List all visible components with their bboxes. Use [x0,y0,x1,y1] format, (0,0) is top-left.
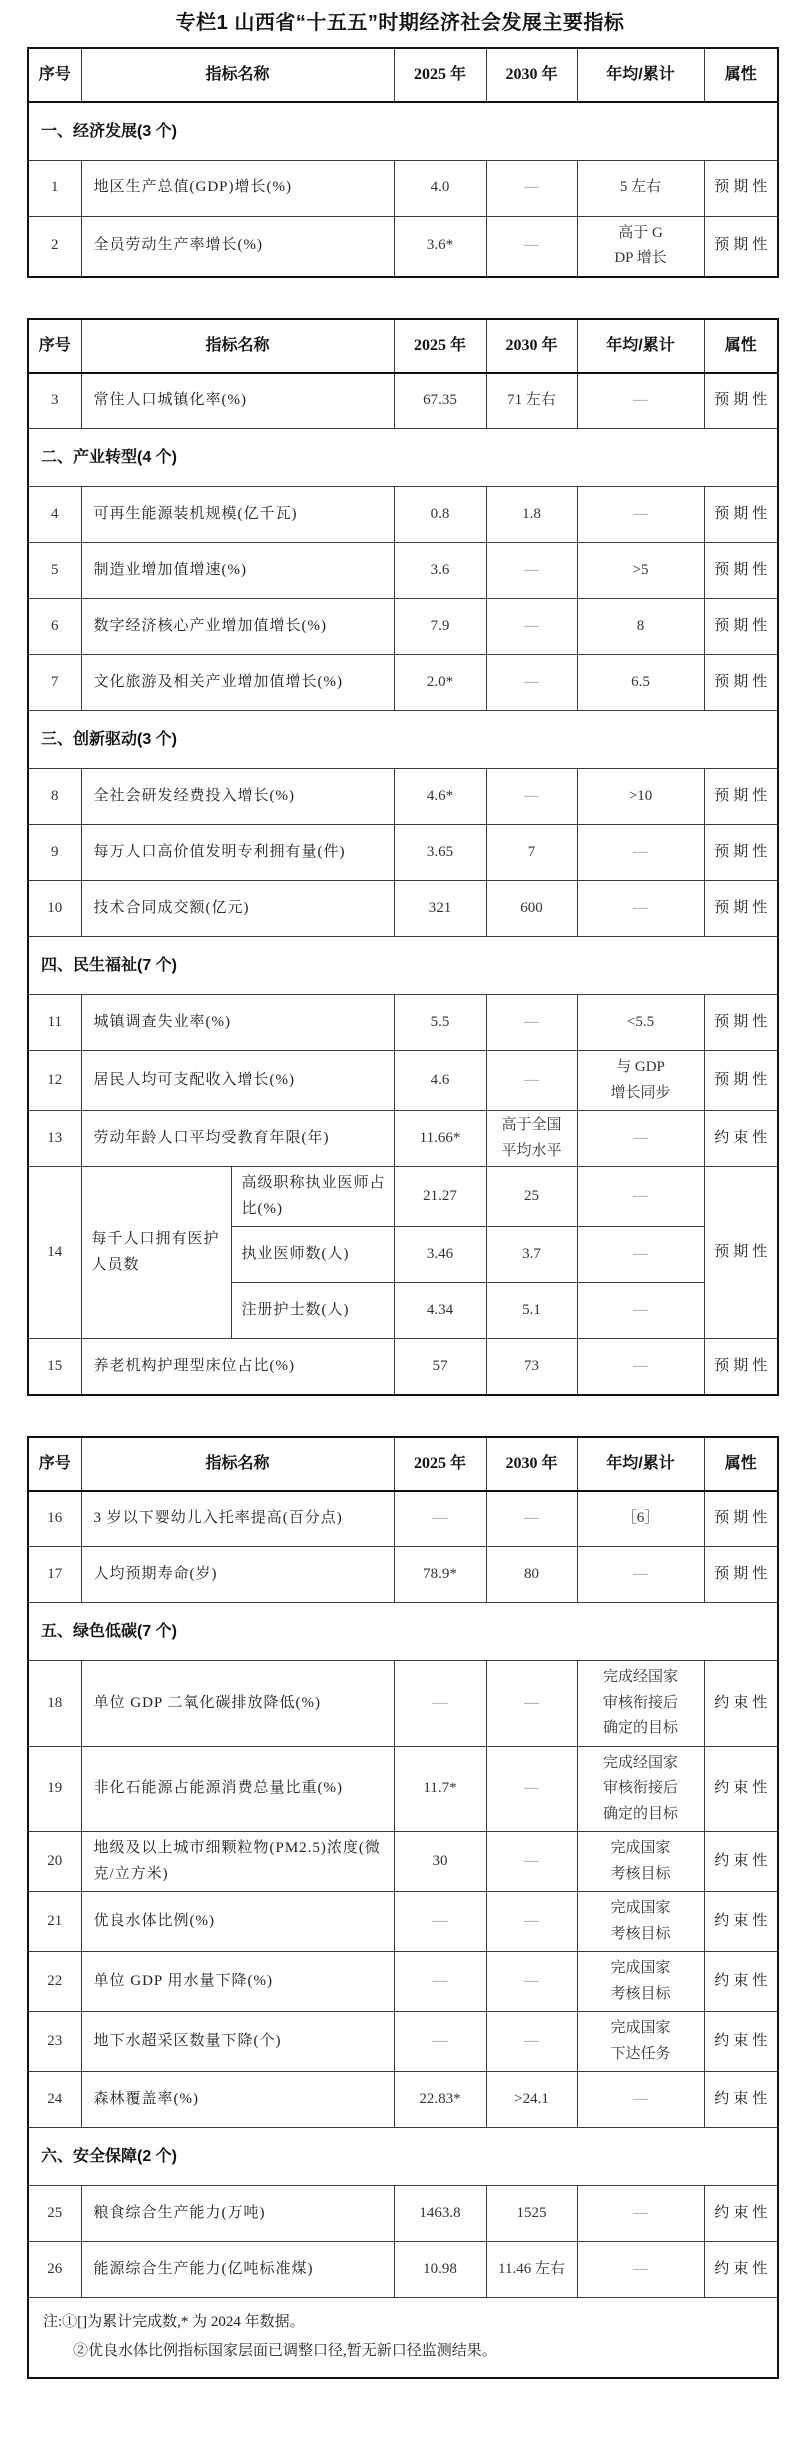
table-row [28,1952,778,2012]
cell-avg: — [577,2242,704,2298]
cell-2025: 4.34 [394,1283,486,1339]
cell-seq: 6 [28,599,81,655]
cell-2030: 600 [486,881,577,937]
cell-avg: 高于 GDP 增长 [577,216,704,277]
cell-seq: 3 [28,373,81,429]
cell-2025: 5.5 [394,995,486,1051]
cell-2025: 57 [394,1339,486,1395]
table-row [28,373,778,429]
cell-indicator-name: 单位 GDP 二氧化碳排放降低(%) [81,1661,394,1747]
cell-indicator-name: 地级及以上城市细颗粒物(PM2.5)浓度(微克/立方米) [81,1832,394,1892]
cell-avg: >10 [577,769,704,825]
cell-indicator-name: 每万人口高价值发明专利拥有量(件) [81,825,394,881]
cell-avg: 完成国家考核目标 [577,1832,704,1892]
cell-2030: — [486,769,577,825]
cell-avg: 完成国家考核目标 [577,1892,704,1952]
cell-seq: 15 [28,1339,81,1395]
cell-2030: 7 [486,825,577,881]
col-header-attr: 属性 [704,1437,778,1491]
section-row [28,711,778,769]
cell-2025: — [394,1661,486,1747]
cell-2030: 80 [486,1547,577,1603]
indicator-table-3 [27,1436,779,2379]
col-header-2025: 2025 年 [394,1437,486,1491]
cell-2025: 1463.8 [394,2186,486,2242]
cell-2030: — [486,1051,577,1111]
cell-2030: — [486,1952,577,2012]
section-label: 一、经济发展(3 个) [28,102,778,160]
cell-2025: — [394,1952,486,2012]
cell-2025: 11.7* [394,1746,486,1832]
cell-avg: 与 GDP 增长同步 [577,1051,704,1111]
cell-2030: — [486,1746,577,1832]
table-row [28,1746,778,1832]
cell-seq: 17 [28,1547,81,1603]
cell-seq: 5 [28,543,81,599]
col-header-seq: 序号 [28,1437,81,1491]
cell-avg: — [577,1547,704,1603]
table-row [28,769,778,825]
cell-indicator-name: 可再生能源装机规模(亿千瓦) [81,487,394,543]
table-row [28,1339,778,1395]
cell-avg: 8 [577,599,704,655]
cell-avg: 完成经国家审核衔接后确定的目标 [577,1746,704,1832]
cell-2025: 4.0 [394,160,486,216]
cell-2025: 22.83* [394,2072,486,2128]
cell-2030: — [486,543,577,599]
cell-attr: 预期性 [704,1547,778,1603]
section-row [28,1603,778,1661]
cell-2025: 78.9* [394,1547,486,1603]
cell-2025: 4.6 [394,1051,486,1111]
table-row [28,825,778,881]
section-row [28,937,778,995]
cell-indicator-name: 数字经济核心产业增加值增长(%) [81,599,394,655]
cell-2030: — [486,2012,577,2072]
col-header-name: 指标名称 [81,1437,394,1491]
cell-indicator-name: 地区生产总值(GDP)增长(%) [81,160,394,216]
footnote-text [28,2298,778,2378]
cell-2025: 321 [394,881,486,937]
cell-avg: ［6］ [577,1491,704,1547]
cell-avg: — [577,1167,704,1227]
indicator-table-1-body [28,48,778,277]
cell-avg: — [577,373,704,429]
cell-attr: 预期性 [704,487,778,543]
cell-2025: 0.8 [394,487,486,543]
cell-2030: — [486,216,577,277]
cell-indicator-name: 森林覆盖率(%) [81,2072,394,2128]
cell-indicator-name: 文化旅游及相关产业增加值增长(%) [81,655,394,711]
cell-avg: — [577,881,704,937]
cell-sub-indicator-name: 执业医师数(人) [231,1227,394,1283]
table-row [28,2072,778,2128]
col-header-name: 指标名称 [81,319,394,373]
col-header-2030: 2030 年 [486,48,577,102]
cell-2030: 25 [486,1167,577,1227]
cell-attr: 预期性 [704,543,778,599]
cell-indicator-name: 养老机构护理型床位占比(%) [81,1339,394,1395]
cell-seq: 4 [28,487,81,543]
table-row [28,2242,778,2298]
cell-seq: 12 [28,1051,81,1111]
cell-indicator-name: 非化石能源占能源消费总量比重(%) [81,1746,394,1832]
cell-attr: 约束性 [704,2186,778,2242]
footnote-line-1: 注:①[]为累计完成数,* 为 2024 年数据。 [43,2314,305,2330]
table-row [28,1661,778,1747]
indicator-table-2-body [28,319,778,1395]
cell-2025: 3.6* [394,216,486,277]
cell-attr: 约束性 [704,1832,778,1892]
cell-avg: 完成国家下达任务 [577,2012,704,2072]
cell-seq: 25 [28,2186,81,2242]
cell-indicator-name: 地下水超采区数量下降(个) [81,2012,394,2072]
cell-2030: 1.8 [486,487,577,543]
cell-indicator-name: 常住人口城镇化率(%) [81,373,394,429]
cell-attr: 约束性 [704,1111,778,1167]
indicator-table-2 [27,318,779,1396]
cell-sub-indicator-name: 高级职称执业医师占比(%) [231,1167,394,1227]
cell-attr: 约束性 [704,2072,778,2128]
table-row [28,2012,778,2072]
cell-avg: 5 左右 [577,160,704,216]
cell-attr: 预期性 [704,373,778,429]
cell-indicator-name: 能源综合生产能力(亿吨标准煤) [81,2242,394,2298]
table-row [28,1491,778,1547]
cell-2030: — [486,1661,577,1747]
cell-seq: 16 [28,1491,81,1547]
cell-attr: 预期性 [704,769,778,825]
cell-sub-indicator-name: 注册护士数(人) [231,1283,394,1339]
cell-attr: 预期性 [704,160,778,216]
cell-indicator-name: 全员劳动生产率增长(%) [81,216,394,277]
cell-2025: 3.6 [394,543,486,599]
cell-indicator-name: 居民人均可支配收入增长(%) [81,1051,394,1111]
cell-attr: 约束性 [704,2242,778,2298]
table-row [28,655,778,711]
footnote-row [28,2298,778,2378]
cell-seq: 19 [28,1746,81,1832]
cell-indicator-name: 制造业增加值增速(%) [81,543,394,599]
cell-seq: 10 [28,881,81,937]
table-row [28,2186,778,2242]
cell-indicator-name: 城镇调查失业率(%) [81,995,394,1051]
cell-attr: 预期性 [704,1339,778,1395]
cell-avg: 完成经国家审核衔接后确定的目标 [577,1661,704,1747]
col-header-name: 指标名称 [81,48,394,102]
table-row [28,1547,778,1603]
cell-indicator-name: 人均预期寿命(岁) [81,1547,394,1603]
header-row [28,319,778,373]
cell-2025: 67.35 [394,373,486,429]
cell-avg: — [577,1283,704,1339]
header-row [28,1437,778,1491]
cell-seq: 24 [28,2072,81,2128]
cell-attr: 预期性 [704,1167,778,1339]
cell-2025: 3.65 [394,825,486,881]
cell-seq: 1 [28,160,81,216]
cell-attr: 预期性 [704,881,778,937]
cell-2030: 5.1 [486,1283,577,1339]
cell-2025: — [394,1491,486,1547]
cell-2030: — [486,160,577,216]
table-row [28,1051,778,1111]
cell-2030: 高于全国平均水平 [486,1111,577,1167]
cell-attr: 预期性 [704,1051,778,1111]
cell-indicator-name: 3 岁以下婴幼儿入托率提高(百分点) [81,1491,394,1547]
cell-indicator-name: 全社会研发经费投入增长(%) [81,769,394,825]
cell-seq: 18 [28,1661,81,1747]
cell-avg: — [577,1111,704,1167]
cell-2030: — [486,1892,577,1952]
table-row [28,599,778,655]
footnote-line-2: ②优良水体比例指标国家层面已调整口径,暂无新口径监测结果。 [73,2343,497,2360]
cell-seq: 22 [28,1952,81,2012]
cell-2025: 10.98 [394,2242,486,2298]
table-row [28,995,778,1051]
cell-2030: >24.1 [486,2072,577,2128]
cell-2025: 21.27 [394,1167,486,1227]
cell-2030: — [486,1491,577,1547]
col-header-2030: 2030 年 [486,1437,577,1491]
cell-2025: 7.9 [394,599,486,655]
table-row [28,487,778,543]
col-header-avg: 年均/累计 [577,48,704,102]
cell-2030: 11.46 左右 [486,2242,577,2298]
cell-2030: 3.7 [486,1227,577,1283]
section-label: 六、安全保障(2 个) [28,2128,778,2186]
cell-seq: 21 [28,1892,81,1952]
cell-attr: 约束性 [704,1892,778,1952]
page-title: 专栏1 山西省“十五五”时期经济社会发展主要指标 [175,12,625,34]
section-label: 四、民生福祉(7 个) [28,937,778,995]
col-header-avg: 年均/累计 [577,1437,704,1491]
cell-attr: 约束性 [704,2012,778,2072]
cell-avg: — [577,1339,704,1395]
cell-2025: — [394,1892,486,1952]
col-header-seq: 序号 [28,319,81,373]
section-label: 五、绿色低碳(7 个) [28,1603,778,1661]
cell-indicator-name: 技术合同成交额(亿元) [81,881,394,937]
cell-2025: 3.46 [394,1227,486,1283]
cell-seq: 11 [28,995,81,1051]
cell-attr: 预期性 [704,655,778,711]
cell-2030: — [486,995,577,1051]
cell-attr: 预期性 [704,825,778,881]
cell-2030: 1525 [486,2186,577,2242]
cell-2030: — [486,655,577,711]
cell-avg: — [577,2072,704,2128]
cell-attr: 约束性 [704,1952,778,2012]
cell-seq: 13 [28,1111,81,1167]
section-row [28,429,778,487]
table-row [28,543,778,599]
cell-seq: 26 [28,2242,81,2298]
col-header-2025: 2025 年 [394,48,486,102]
cell-avg: <5.5 [577,995,704,1051]
cell-seq: 20 [28,1832,81,1892]
section-label: 三、创新驱动(3 个) [28,711,778,769]
cell-seq: 2 [28,216,81,277]
cell-2030: — [486,599,577,655]
cell-avg: >5 [577,543,704,599]
table-row [28,1832,778,1892]
cell-avg: 完成国家考核目标 [577,1952,704,2012]
table-row [28,1111,778,1167]
section-row [28,2128,778,2186]
cell-2030: 73 [486,1339,577,1395]
table-row [28,160,778,216]
cell-2025: 2.0* [394,655,486,711]
header-row [28,48,778,102]
col-header-2025: 2025 年 [394,319,486,373]
cell-avg: — [577,825,704,881]
section-label: 二、产业转型(4 个) [28,429,778,487]
cell-avg: — [577,2186,704,2242]
cell-attr: 预期性 [704,216,778,277]
cell-seq: 9 [28,825,81,881]
cell-indicator-name: 劳动年龄人口平均受教育年限(年) [81,1111,394,1167]
col-header-attr: 属性 [704,319,778,373]
cell-seq: 8 [28,769,81,825]
cell-avg: — [577,487,704,543]
cell-seq: 7 [28,655,81,711]
cell-attr: 约束性 [704,1661,778,1747]
cell-indicator-name: 单位 GDP 用水量下降(%) [81,1952,394,2012]
cell-2025: 4.6* [394,769,486,825]
cell-2030: — [486,1832,577,1892]
cell-attr: 预期性 [704,599,778,655]
col-header-2030: 2030 年 [486,319,577,373]
col-header-seq: 序号 [28,48,81,102]
cell-avg: — [577,1227,704,1283]
cell-attr: 预期性 [704,995,778,1051]
cell-indicator-group-name: 每千人口拥有医护人员数 [81,1167,231,1339]
col-header-avg: 年均/累计 [577,319,704,373]
cell-2025: — [394,2012,486,2072]
cell-2025: 11.66* [394,1111,486,1167]
cell-attr: 预期性 [704,1491,778,1547]
cell-indicator-name: 粮食综合生产能力(万吨) [81,2186,394,2242]
section-row [28,102,778,160]
table-row [28,881,778,937]
table-row [28,1167,778,1227]
table-row [28,1892,778,1952]
cell-attr: 约束性 [704,1746,778,1832]
cell-indicator-name: 优良水体比例(%) [81,1892,394,1952]
cell-2025: 30 [394,1832,486,1892]
cell-2030: 71 左右 [486,373,577,429]
cell-seq: 23 [28,2012,81,2072]
cell-seq: 14 [28,1167,81,1339]
indicator-table-1 [27,47,779,278]
table-row [28,216,778,277]
col-header-attr: 属性 [704,48,778,102]
indicator-table-3-body [28,1437,778,2378]
cell-avg: 6.5 [577,655,704,711]
